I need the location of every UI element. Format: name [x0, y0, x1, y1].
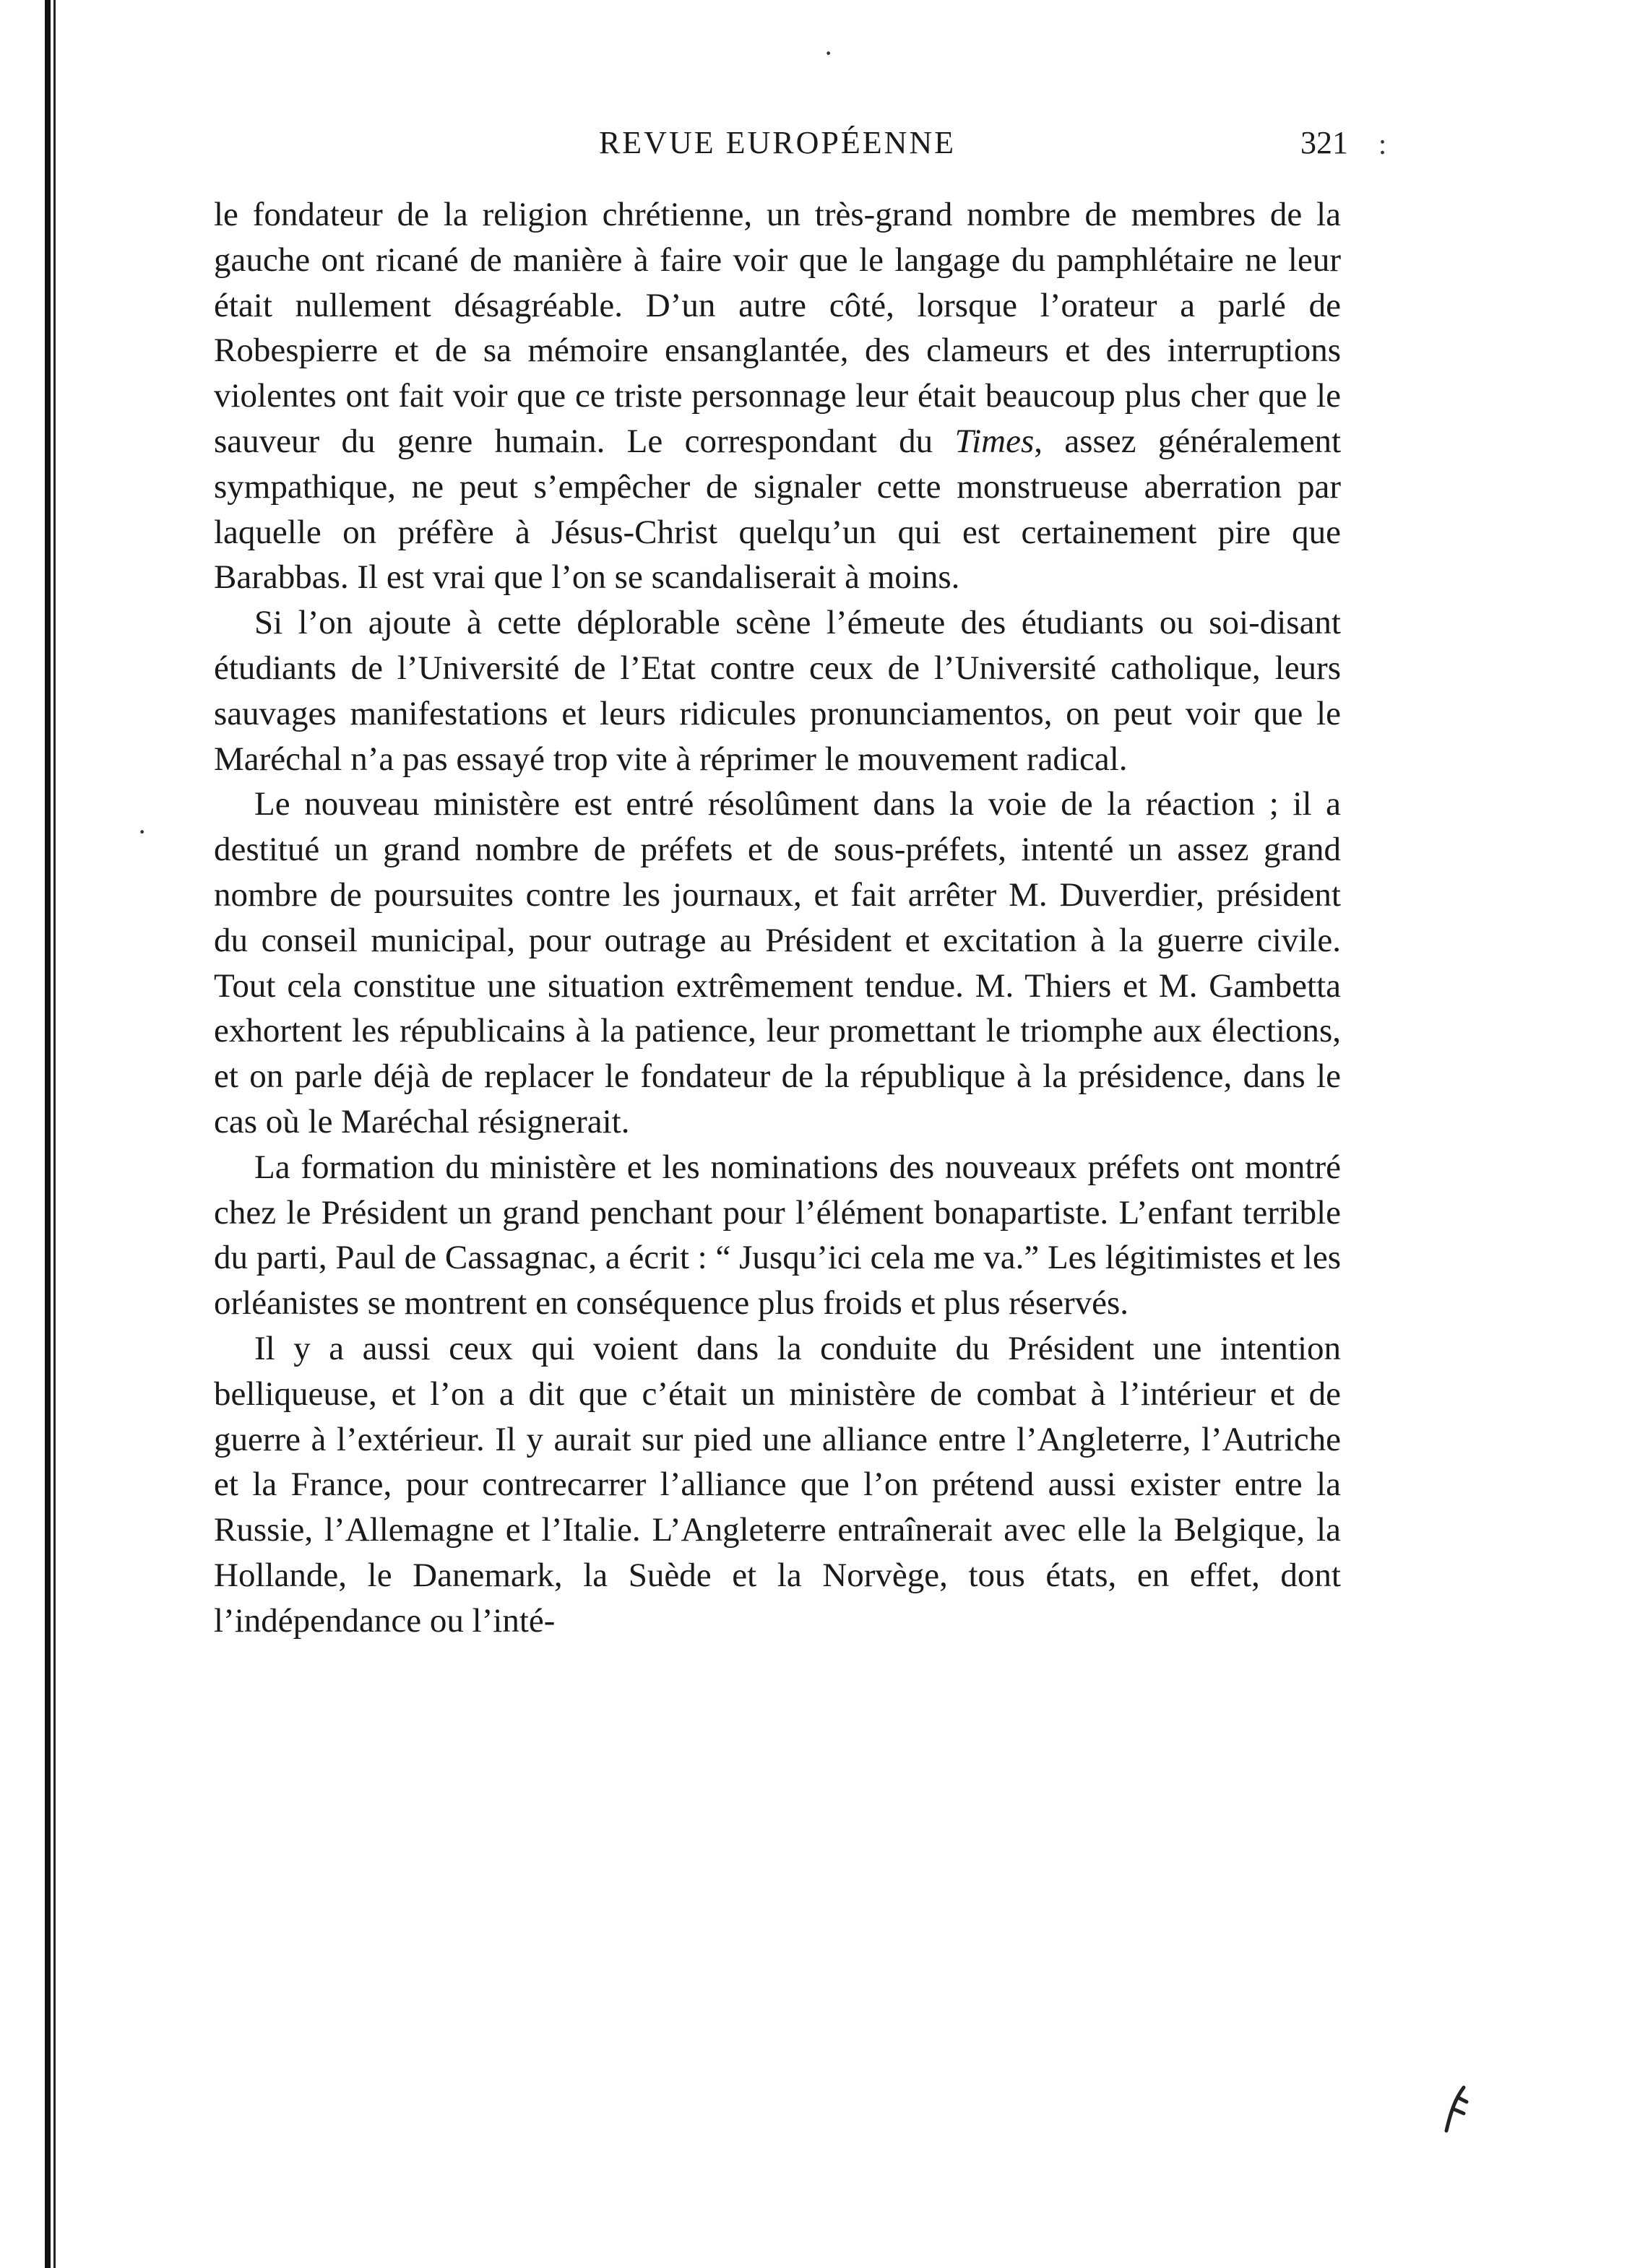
margin-colon: :: [1378, 128, 1387, 160]
page: [214, 121, 1348, 1644]
paragraph-4: La formation du ministère et les nominations des nouveaux préfets ont montré chez le Président un grand penchant pour l’élément bonapartiste. L’enfant terrible du parti, Paul de Cassagnac, a écrit : “ Jusqu’ici cela me va.” Les légitimistes et les orléanistes se montrent en conséquence plus froids et plus réservés.: [214, 1148, 1341, 1323]
body-text: [214, 192, 1341, 1644]
italic-title: Times: [954, 422, 1035, 460]
running-title: REVUE EUROPÉENNE: [598, 125, 957, 160]
margin-dot: ·: [824, 37, 834, 69]
page-number: 321: [1300, 125, 1348, 160]
running-head: [214, 121, 1348, 172]
paragraph-text: le fondateur de la religion chrétienne, un très-grand nombre de membres de la gauche ont ricané de manière à faire voir que le langage du pamphlétaire ne leur était nullement désagréable. D’un autre côté, lorsque l’orateur a parlé de Robespierre et de sa mémoire ensanglantée, des clameurs et des interruptions violentes ont fait voir que ce triste personnage leur était beaucoup plus cher que le sauveur du genre humain. Le correspondant du: [214, 196, 1341, 460]
paragraph-1: [214, 192, 1341, 600]
pen-mark-icon: [1442, 2085, 1471, 2135]
binding-edge-shadow: [53, 0, 56, 2268]
paragraph-3: Le nouveau ministère est entré résolûment dans la voie de la réaction ; il a destitué un grand nombre de préfets et de sous-préfets, intenté un assez grand nombre de poursuites contre les journaux, et fait arrêter M. Duverdier, président du conseil municipal, pour outrage au Président et excitation à la guerre civile. Tout cela constitue une situation extrêmement tendue. M. Thiers et M. Gambetta exhortent les républicains à la patience, leur promettant le triomphe aux élections, et on parle déjà de replacer le fondateur de la république à la présidence, dans le cas où le Maréchal résignerait.: [214, 785, 1341, 1141]
binding-edge: [45, 0, 51, 2268]
paragraph-5: Il y a aussi ceux qui voient dans la conduite du Président une intention belliqueuse, et l’on a dit que c’était un ministère de combat à l’intérieur et de guerre à l’extérieur. Il y aurait sur pied une alliance entre l’Angleterre, l’Autriche et la France, pour contrecarrer l’alliance que l’on prétend aussi exister entre la Russie, l’Allemagne et l’Italie. L’Angleterre entraînerait avec elle la Belgique, la Hollande, le Danemark, la Suède et la Norvège, tous états, en effet, dont l’indépendance ou l’inté-: [214, 1329, 1341, 1640]
paragraph-2: Si l’on ajoute à cette déplorable scène l’émeute des étudiants ou soi-disant étudiants de l’Université de l’Etat contre ceux de l’Université catholique, leurs sauvages manifestations et leurs ridicules pronunciamentos, on peut voir que le Maréchal n’a pas essayé trop vite à réprimer le mouvement radical.: [214, 604, 1341, 778]
margin-dot: ·: [137, 815, 147, 848]
paragraph-text-continued: , assez généralement sympathique, ne peut s’empêcher de signaler cette monstrueuse aberration par laquelle on préfère à Jésus-Christ quelqu’un qui est certainement pire que Barabbas. Il est vrai que l’on se scandaliserait à moins.: [214, 422, 1341, 597]
